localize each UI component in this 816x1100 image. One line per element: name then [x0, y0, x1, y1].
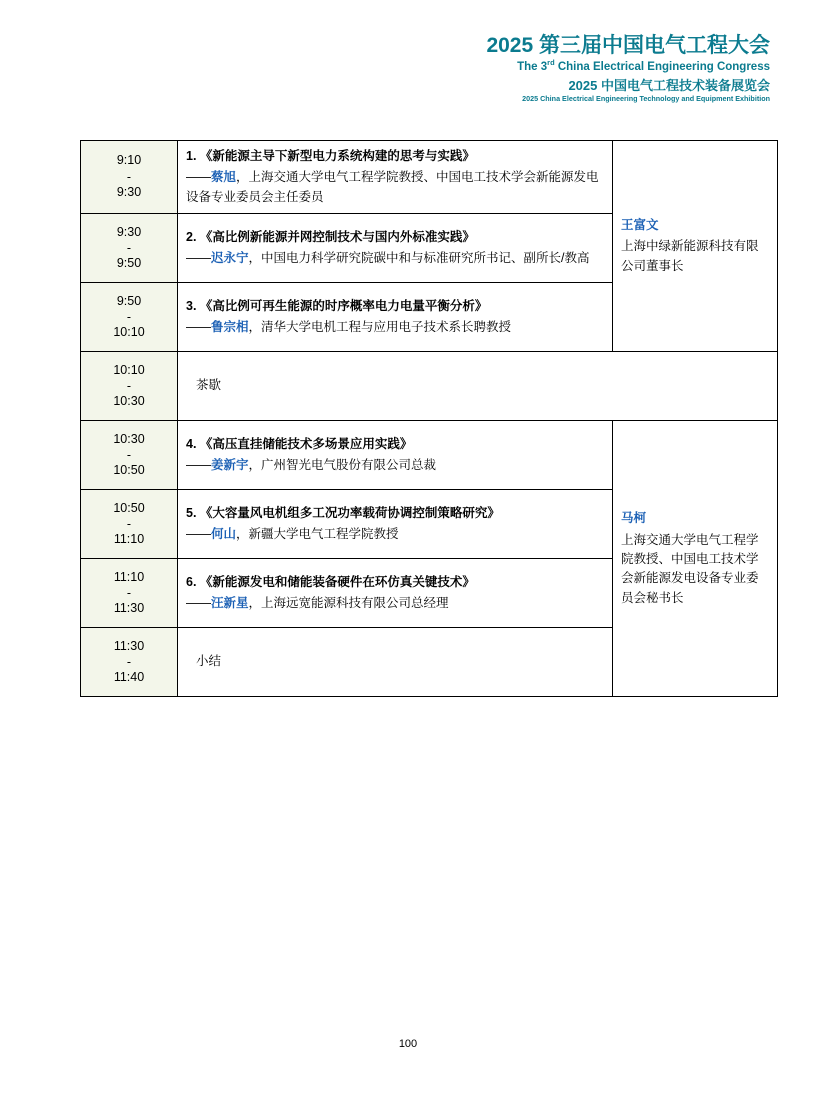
topic-line: [186, 504, 604, 523]
speaker-affiliation: ，上海交通大学电气工程学院教授、中国电工技术学会新能源发电设备专业委员会主任委员: [186, 170, 599, 204]
topic-line: [186, 435, 604, 454]
topic-number: 5.: [186, 505, 197, 520]
session-content-cell: [178, 421, 613, 490]
speaker-name: 鲁宗相: [211, 320, 249, 335]
topic-line: [186, 147, 604, 166]
speaker-affiliation: ，新疆大学电气工程学院教授: [236, 527, 399, 542]
break-label: 茶歇: [196, 378, 222, 393]
speaker-dash: ——: [186, 527, 211, 542]
speaker-affiliation: ，广州智光电气股份有限公司总裁: [248, 458, 437, 473]
session-content-cell: [178, 283, 613, 352]
chair-affiliation: 上海交通大学电气工程学院教授、中国电工技术学会新能源发电设备专业委员会秘书长: [621, 532, 759, 605]
speaker-affiliation: ，中国电力科学研究院碳中和与标准研究所书记、副所长/教高: [248, 251, 590, 266]
speaker-name: 蔡旭: [211, 170, 237, 185]
time-cell: [81, 628, 178, 697]
chair-cell: [613, 141, 778, 352]
topic-line: [186, 573, 604, 592]
agenda-table: [80, 140, 778, 697]
exhibition-title-en: 2025 China Electrical Engineering Technology and Equipment Exhibition: [522, 93, 770, 103]
table-row: [81, 421, 778, 490]
agenda-table-container: [80, 140, 759, 697]
time-start: 10:50: [113, 500, 145, 515]
time-start: 10:10: [113, 362, 145, 377]
speaker-affiliation: ，上海远宽能源科技有限公司总经理: [248, 596, 449, 611]
speaker-dash: ——: [186, 170, 211, 185]
time-dash: -: [126, 654, 132, 669]
congress-title-cn-rest: 第三届中国电气工程大会: [539, 34, 770, 57]
chair-cell: [613, 421, 778, 697]
time-end: 11:40: [113, 670, 145, 685]
topic-line: [186, 297, 604, 316]
time-end: 10:50: [113, 463, 145, 478]
speaker-line: [186, 594, 604, 613]
time-cell: [81, 141, 178, 214]
session-content-cell: [178, 141, 613, 214]
topic-number: 3.: [186, 298, 197, 313]
session-content-cell: [178, 214, 613, 283]
topic-line: [186, 228, 604, 247]
time-dash: -: [126, 240, 132, 255]
time-start: 11:10: [113, 569, 145, 584]
speaker-affiliation: ，清华大学电机工程与应用电子技术系长聘教授: [248, 320, 512, 335]
topic-title: 《新能源发电和储能装备硬件在环仿真关键技术》: [199, 574, 475, 589]
time-start: 10:30: [113, 431, 145, 446]
chair-affiliation: 上海中绿新能源科技有限公司董事长: [621, 239, 759, 273]
time-end: 10:10: [113, 325, 145, 340]
speaker-line: [186, 318, 604, 337]
speaker-line: [186, 168, 604, 207]
time-cell: [81, 283, 178, 352]
time-dash: -: [126, 516, 132, 531]
speaker-dash: ——: [186, 596, 211, 611]
time-dash: -: [126, 585, 132, 600]
summary-label: 小结: [196, 654, 222, 669]
table-row: [81, 352, 778, 421]
time-start: 11:30: [113, 638, 145, 653]
topic-title: 《高比例新能源并网控制技术与国内外标准实践》: [199, 229, 475, 244]
chair-name: 王富文: [621, 218, 659, 232]
time-end: 9:30: [116, 185, 142, 200]
topic-number: 1.: [186, 149, 197, 163]
time-start: 9:30: [116, 224, 142, 239]
congress-title-cn: [450, 34, 770, 57]
congress-title-en-pre: The 3: [517, 60, 548, 73]
speaker-line: [186, 249, 604, 268]
congress-logo-header: [450, 34, 770, 103]
topic-title: 《高压直挂储能技术多场景应用实践》: [199, 436, 413, 451]
summary-cell: [178, 628, 613, 697]
speaker-name: 何山: [211, 527, 237, 542]
page-number: 100: [398, 1038, 418, 1050]
speaker-dash: ——: [186, 251, 211, 266]
speaker-dash: ——: [186, 458, 211, 473]
speaker-name: 姜新宇: [211, 458, 249, 473]
table-row: [81, 141, 778, 214]
session-content-cell: [178, 490, 613, 559]
time-start: 9:50: [116, 293, 142, 308]
topic-number: 2.: [186, 229, 197, 244]
congress-title-en: [450, 59, 770, 73]
exhibition-title-cn: 2025 中国电气工程技术装备展览会: [568, 77, 770, 93]
time-end: 11:10: [113, 532, 145, 547]
time-cell: [81, 559, 178, 628]
chair-name: 马柯: [621, 511, 647, 526]
topic-number: 6.: [186, 574, 197, 589]
time-dash: -: [126, 309, 132, 324]
topic-title: 《高比例可再生能源的时序概率电力电量平衡分析》: [199, 298, 488, 313]
session-content-cell: [178, 559, 613, 628]
time-end: 10:30: [113, 394, 145, 409]
time-end: 11:30: [113, 601, 145, 616]
speaker-name: 汪新星: [211, 596, 249, 611]
topic-number: 4.: [186, 436, 197, 451]
time-dash: -: [126, 378, 132, 393]
speaker-line: [186, 456, 604, 475]
time-dash: -: [126, 169, 132, 184]
congress-title-en-post: China Electrical Engineering Congress: [554, 60, 770, 73]
speaker-name: 迟永宁: [211, 251, 249, 266]
topic-title: 《新能源主导下新型电力系统构建的思考与实践》: [199, 149, 475, 163]
time-cell: [81, 352, 178, 421]
time-cell: [81, 421, 178, 490]
time-cell: [81, 214, 178, 283]
congress-title-en-sup: rd: [547, 58, 555, 68]
speaker-dash: ——: [186, 320, 211, 335]
break-cell: [178, 352, 778, 421]
time-start: 9:10: [116, 153, 142, 168]
speaker-line: [186, 525, 604, 544]
time-dash: -: [126, 447, 132, 462]
time-end: 9:50: [116, 256, 142, 271]
congress-title-year: 2025: [486, 34, 534, 57]
time-cell: [81, 490, 178, 559]
topic-title: 《大容量风电机组多工况功率载荷协调控制策略研究》: [199, 505, 500, 520]
